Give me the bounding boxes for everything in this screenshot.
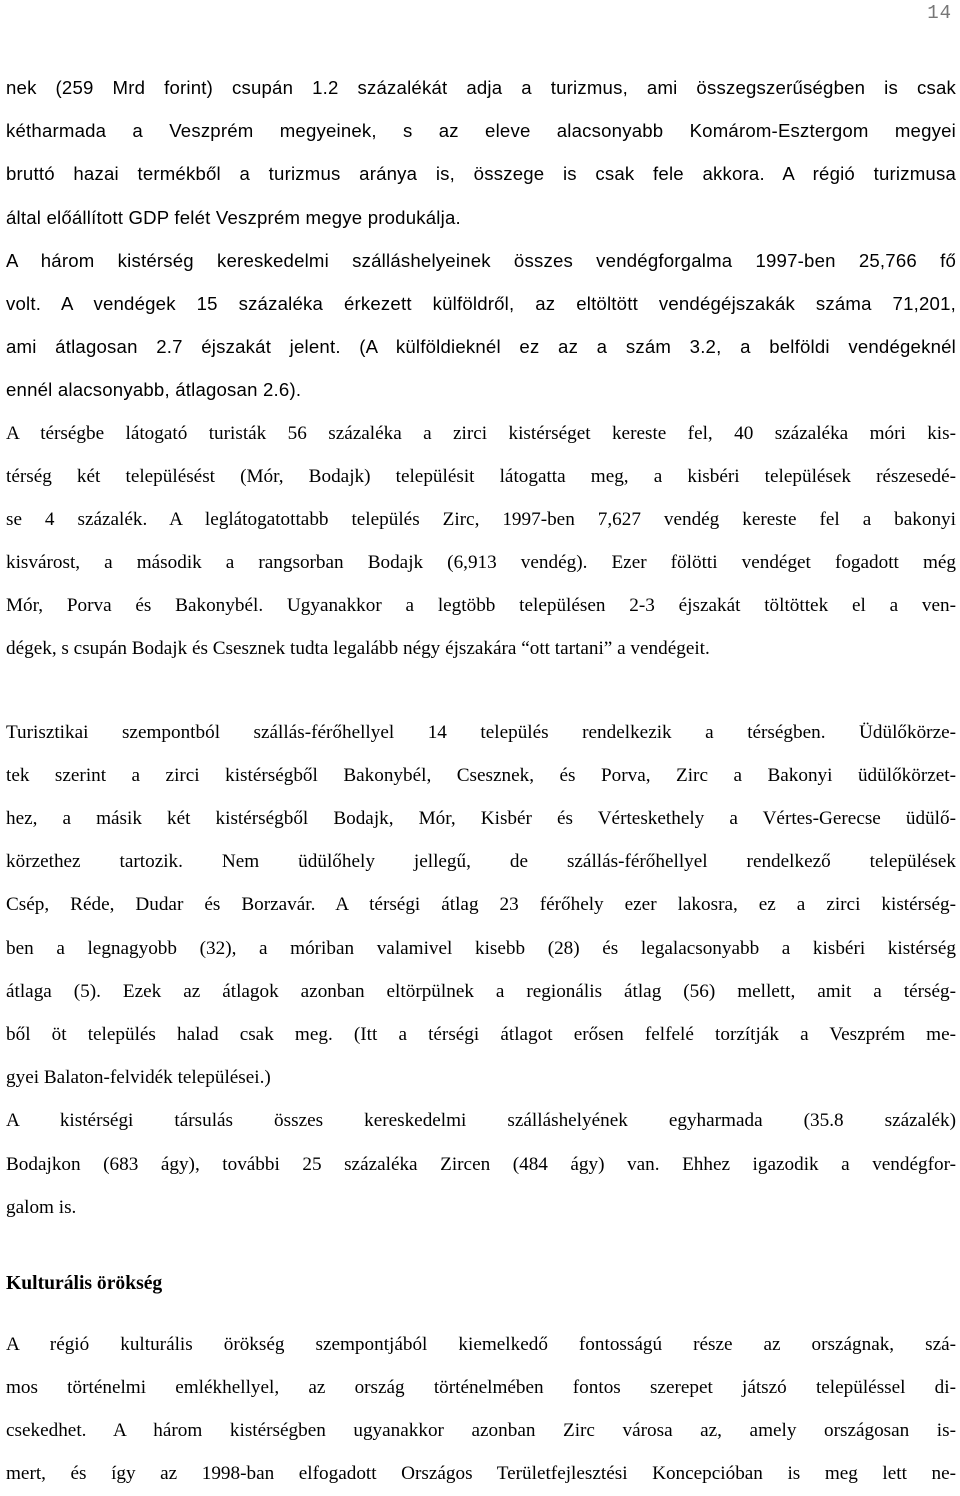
text-line: ami átlagosan 2.7 éjszakát jelent. (A külföldieknél ez az a szám 3.2, a belföldi vendégeknél: [6, 336, 956, 358]
text-line: kétharmada a Veszprém megyeinek, s az eleve alacsonyabb Komárom-Esztergom megyei: [6, 120, 956, 142]
text-line: nek (259 Mrd forint) csupán 1.2 százalékát adja a turizmus, ami összegszerűségben is csak: [6, 77, 956, 98]
section-gap: [6, 1229, 956, 1259]
text-line: hez, a másik két kistérségből Bodajk, Mór, Kisbér és Vérteskethely a Vértes-Gerecse üdülő-: [6, 808, 956, 829]
paragraph-commercial-beds: [6, 1099, 956, 1229]
text-line: volt. A vendégek 15 százaléka érkezett külföldről, az eltöltött vendégéjszakák száma 71,201,: [6, 292, 956, 314]
text-line: se 4 százalék. A leglátogatottabb település Zirc, 1997-ben 7,627 vendég kereste fel a bakonyi: [6, 508, 956, 530]
text-line: A három kistérség kereskedelmi szálláshelyeinek összes vendégforgalma 1997-ben 25,766 fő: [6, 249, 956, 271]
text-line: Mór, Porva és Bakonybél. Ugyanakkor a legtöbb településen 2-3 éjszakát töltöttek el a ven-: [6, 595, 956, 617]
section-gap: [6, 1309, 956, 1323]
paragraph-visitor-distribution: [6, 412, 956, 671]
text-line: mos történelmi emlékhellyel, az ország történelmében fontos szerepet játszó településsel di-: [6, 1377, 956, 1399]
text-line: ennél alacsonyabb, átlagosan 2.6).: [6, 379, 302, 401]
text-line: Csép, Réde, Dudar és Borzavár. A térségi átlag 23 férőhely ezer lakosra, ez a zirci kistérség-: [6, 894, 956, 916]
text-line: által előállított GDP felét Veszprém megye produkálja.: [6, 206, 461, 228]
paragraph-tourism-gdp: [6, 66, 956, 239]
text-line: térség két településést (Mór, Bodajk) településit látogatta meg, a kisbéri települések részesedé-: [6, 465, 956, 487]
text-line: csekedhet. A három kistérségben ugyanakkor azonban Zirc városa az, amely országosan is-: [6, 1420, 956, 1442]
section-heading: Kulturális örökség: [6, 1272, 163, 1294]
text-line: bruttó hazai termékből a turizmus aránya is, összege is csak fele akkora. A régió turizmusa: [6, 163, 956, 185]
text-line: A térségbe látogató turisták 56 százaléka a zirci kistérséget kereste fel, 40 százaléka móri kis-: [6, 422, 956, 444]
paragraph-cultural-heritage: [6, 1323, 956, 1496]
paragraph-guest-traffic: [6, 239, 956, 412]
text-line: ben a legnagyobb (32), a móriban valamivel kisebb (28) és legalacsonyabb a kisbéri kistérség: [6, 937, 956, 959]
text-line: A kistérségi társulás összes kereskedelmi szálláshelyének egyharmada (35.8 százalék): [6, 1110, 956, 1132]
text-line: kisvárost, a második a rangsorban Bodajk (6,913 vendég). Ezer fölötti vendéget fogadott még: [6, 552, 956, 574]
text-line: Turisztikai szempontból szállás-férőhellyel 14 település rendelkezik a térségben. Üdülőkörze-: [6, 721, 956, 743]
text-line: dégek, s csupán Bodajk és Csesznek tudta legalább négy éjszakára “ott tartani” a vendégeit.: [6, 638, 710, 660]
text-line: körzethez tartozik. Nem üdülőhely jellegű, de szállás-férőhellyel rendelkező települések: [6, 851, 956, 873]
text-line: átlaga (5). Ezek az átlagok azonban eltörpülnek a regionális átlag (56) mellett, amit a térség-: [6, 980, 956, 1002]
paragraph-accommodation: [6, 711, 956, 1100]
text-line: A régió kulturális örökség szempontjából kiemelkedő fontosságú része az országnak, szá-: [6, 1333, 956, 1355]
paragraph-gap: [6, 671, 956, 711]
text-line: tek szerint a zirci kistérségből Bakonybél, Csesznek, és Porva, Zirc a Bakonyi üdülőkörzet-: [6, 764, 956, 786]
text-line: Bodajkon (683 ágy), további 25 százaléka Zircen (484 ágy) van. Ehhez igazodik a vendégfor-: [6, 1153, 956, 1175]
text-line: ből öt település halad csak meg. (Itt a térségi átlagot erősen felfelé torzítják a Veszprém me-: [6, 1023, 956, 1045]
page-number: 14: [927, 2, 952, 24]
text-line: galom is.: [6, 1196, 77, 1218]
text-line: gyei Balaton-felvidék települései.): [6, 1067, 271, 1089]
document-body: [6, 66, 956, 1496]
text-line: mert, és így az 1998-ban elfogadott Országos Területfejlesztési Koncepcióban is meg lett ne-: [6, 1463, 956, 1485]
